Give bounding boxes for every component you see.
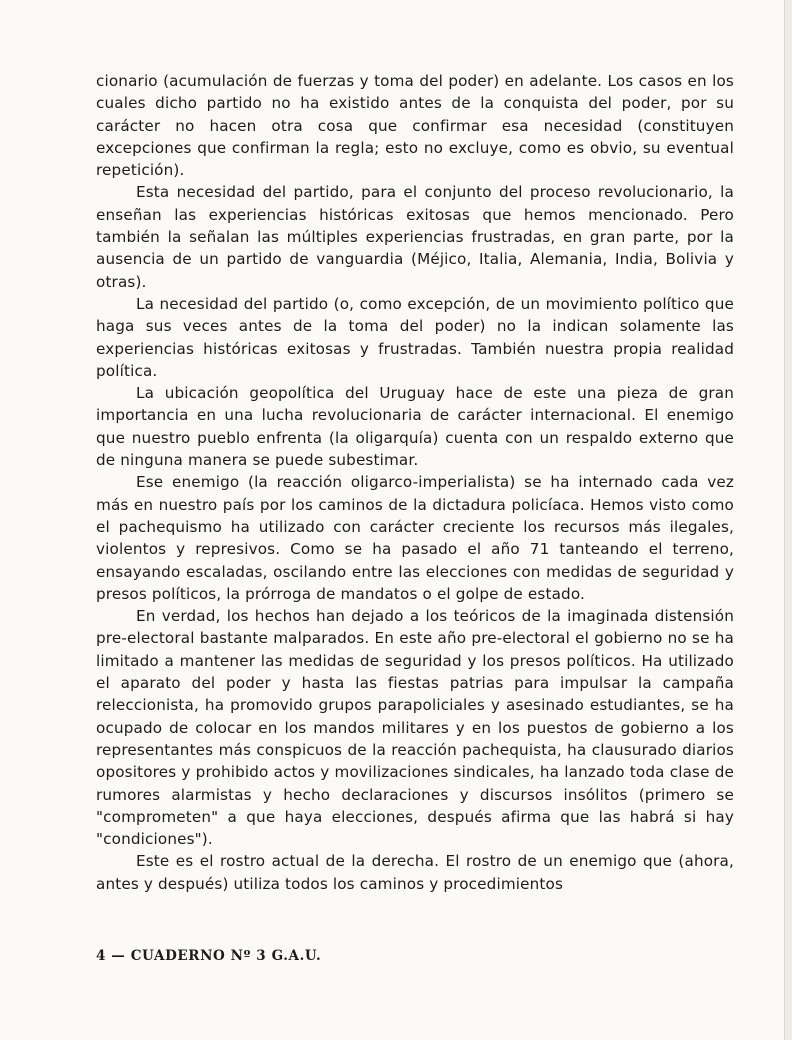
paragraph-5: Ese enemigo (la reacción oligarco-imperialista) se ha internado cada vez más en nuestro país por los caminos de la dictadura policíaca. Hemos visto como el pachequismo ha utilizado con carácter creciente los recursos más ilegales, violentos y represivos. Como se ha pasado el año 71 tanteando el terreno, ensayando escaladas, oscilando entre las elecciones con medidas de seguridad y presos políticos, la prórroga de mandatos o el golpe de estado. bbox=[96, 473, 734, 603]
paragraph-4: La ubicación geopolítica del Uruguay hace de este una pieza de gran importancia en una lucha revolucionaria de carácter internacional. El enemigo que nuestro pueblo enfrenta (la oligarquía) cuenta con un respaldo externo que de ninguna manera se puede subestimar. bbox=[96, 384, 734, 470]
paragraph-6: En verdad, los hechos han dejado a los teóricos de la imaginada distensión pre-electoral bastante malparados. En este año pre-electoral el gobierno no se ha limitado a mantener las medidas de seguridad y los presos políticos. Ha utilizado el aparato del poder y hasta las fiestas patrias para impulsar la campaña releccionista, ha promovido grupos parapoliciales y asesinado estudiantes, se ha ocupado de colocar en los mandos militares y en los puestos de gobierno a los representantes más conspicuos de la reacción pachequista, ha clausurado diarios opositores y prohibido actos y movilizaciones sindicales, ha lanzado toda clase de rumores alarmistas y hecho declaraciones y discursos insólitos (primero se "comprometen" a que haya elecciones, después afirma que las habrá si hay "condiciones"). bbox=[96, 607, 734, 849]
paragraph-7: Este es el rostro actual de la derecha. El rostro de un enemigo que (ahora, antes y después) utiliza todos los caminos y procedimientos bbox=[96, 852, 734, 893]
paragraph-2: Esta necesidad del partido, para el conjunto del proceso revolucionario, la enseñan las experiencias históricas exitosas que hemos mencionado. Pero también la señalan las múltiples experiencias frustradas, en gran parte, por la ausencia de un partido de vanguardia (Méjico, Italia, Alemania, India, Bolivia y otras). bbox=[96, 183, 734, 291]
page-footer: 4 — CUADERNO Nº 3 G.A.U. bbox=[96, 948, 322, 964]
paragraph-3: La necesidad del partido (o, como excepción, de un movimiento político que haga sus veces antes de la toma del poder) no la indican solamente las experiencias históricas exitosas y frustradas. También nuestra propia realidad política. bbox=[96, 294, 734, 380]
paragraph-1: cionario (acumulación de fuerzas y toma del poder) en adelante. Los casos en los cuales dicho partido no ha existido antes de la conquista del poder, por su carácter no hacen otra cosa que confirmar esa necesidad (constituyen excepciones que confirman la regla; esto no excluye, como es obvio, su eventual repetición). bbox=[96, 72, 734, 180]
body-text bbox=[96, 70, 734, 895]
